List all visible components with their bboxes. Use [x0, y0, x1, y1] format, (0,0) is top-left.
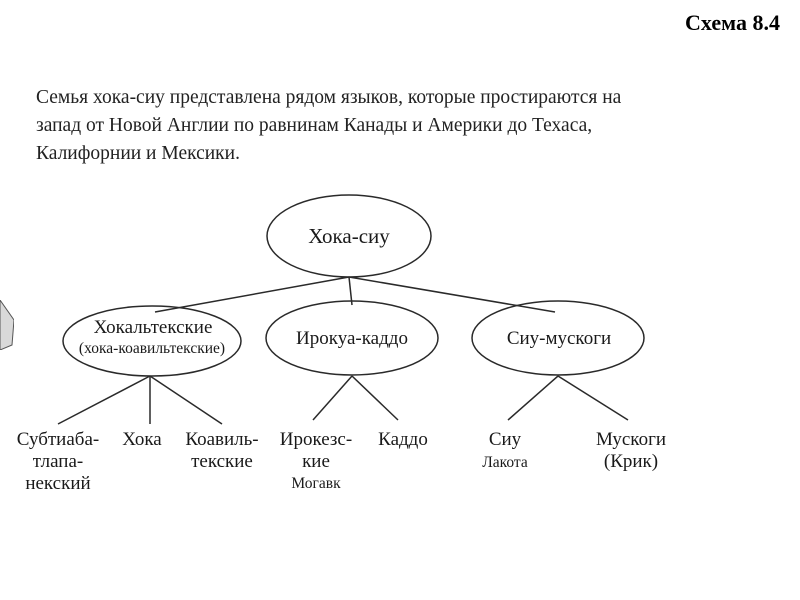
root-label: Хока-сиу	[308, 224, 390, 248]
leaf-label: тлапа-	[32, 451, 84, 472]
leaf-label: Субтиаба-	[16, 429, 100, 450]
edge-group2-leaf1	[313, 376, 352, 420]
scheme-label: Схема 8.4	[685, 10, 780, 35]
leaf-label: Каддо	[378, 429, 428, 450]
group-sublabel: (хока-коавильтекские)	[78, 340, 226, 357]
leaf-label: некский	[25, 473, 91, 494]
leaf-label: Коавиль-	[185, 429, 259, 450]
leaf-note: Лакота	[482, 454, 528, 471]
edge-root-group3	[349, 277, 555, 312]
leaf-label: (Крик)	[603, 451, 659, 472]
edge-root-group1	[155, 277, 349, 312]
group-label: Ирокуа-каддо	[296, 328, 408, 349]
intro-line: запад от Новой Англии по равнинам Канады и Америки до Техаса,	[36, 115, 593, 136]
leaf-label: Ирокезс-	[279, 429, 353, 450]
group-label: Сиу-мускоги	[506, 328, 612, 349]
leaf-note: Могавк	[291, 475, 341, 492]
leaf-label: Сиу	[488, 429, 522, 450]
edge-group2-leaf2	[352, 376, 398, 420]
edge-group3-leaf2	[558, 376, 628, 420]
intro-line: Семья хока-сиу представлена рядом языков, которые простираются на	[36, 87, 622, 108]
edge-group1-leaf1	[58, 376, 150, 424]
intro-line: Калифорнии и Мексики.	[36, 143, 240, 164]
leaf-label: кие	[302, 451, 330, 472]
leaf-label: текские	[191, 451, 253, 472]
edge-group1-leaf3	[150, 376, 222, 424]
edge-group3-leaf1	[508, 376, 558, 420]
leaf-label: Мускоги	[595, 429, 667, 450]
leaf-label: Хока	[122, 429, 162, 450]
group-label: Хокальтекские	[93, 317, 213, 338]
